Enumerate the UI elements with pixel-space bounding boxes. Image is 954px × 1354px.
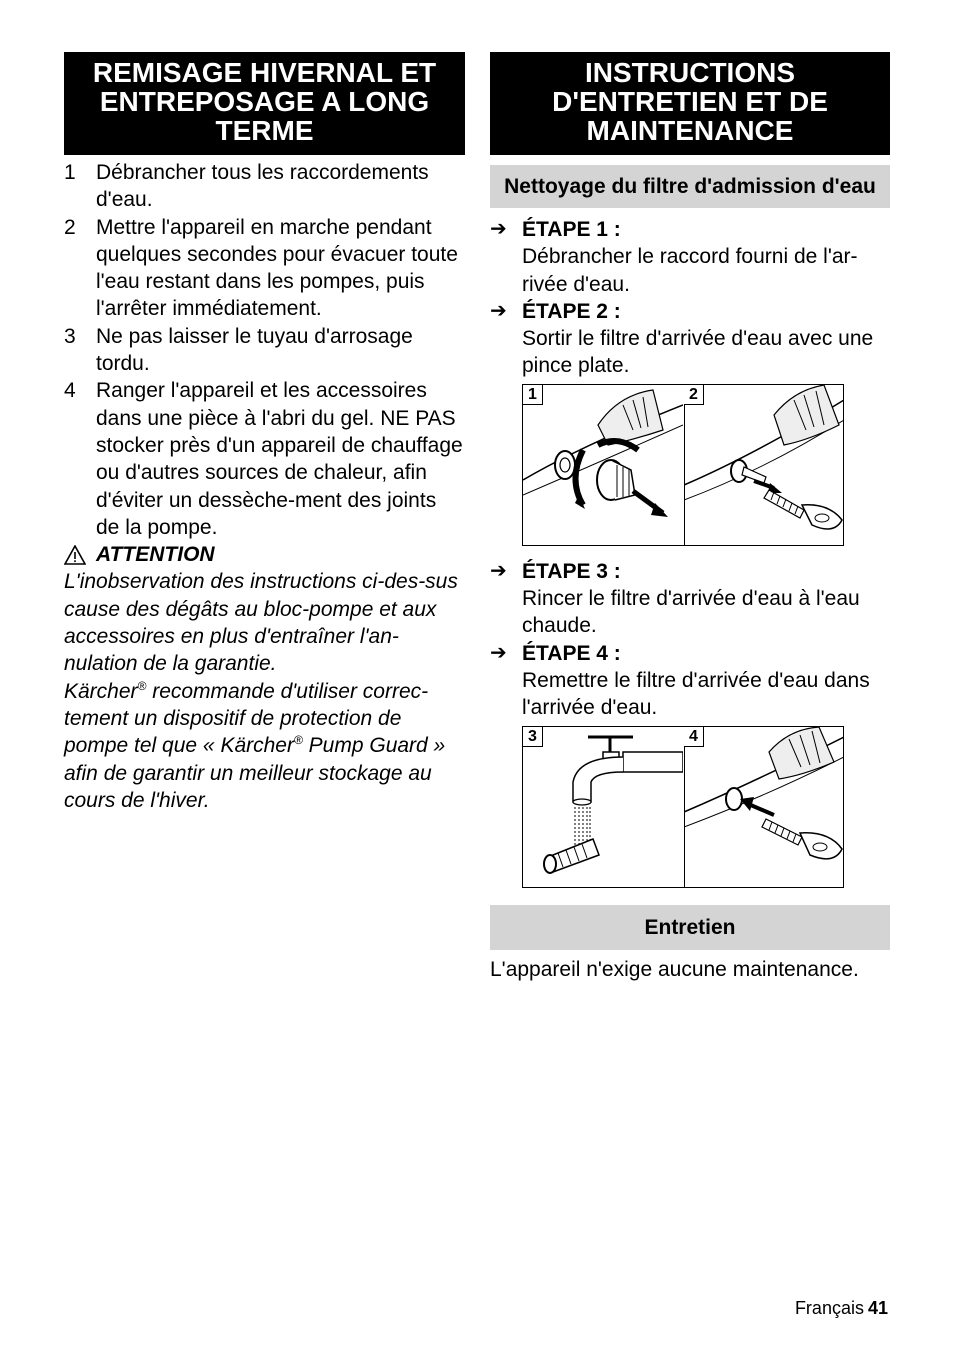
maintenance-header: INSTRUCTIONS D'ENTRETIEN ET DE MAINTENANCE: [490, 52, 890, 155]
arrow-right-icon: ➔: [490, 218, 507, 240]
filter-cleaning-subheader: Nettoyage du filtre d'admission d'eau: [490, 165, 890, 208]
rinse-filter-illustration: [523, 727, 683, 887]
figure-steps-1-2: [522, 384, 844, 546]
reinsert-filter-illustration: [684, 727, 844, 887]
list-item: 1 Débrancher tous les raccordements d'eau.: [64, 161, 429, 212]
step-3: ➔ ÉTAPE 3 : Rincer le filtre d'arrivée d'eau à l'eau chaude.: [490, 559, 860, 638]
attention-title: ATTENTION: [64, 541, 465, 568]
list-item: 4 Ranger l'appareil et les accessoires dans une pièce à l'abri du gel. NE PAS stocker près d'un appareil de chauffage ou d'autres sources de chaleur, afin d'éviter un dessèche-ment des joints de la pompe.: [64, 379, 463, 539]
step-4: ➔ ÉTAPE 4 : Remettre le filtre d'arrivée d'eau dans l'arrivée d'eau.: [490, 641, 870, 720]
step-2: ➔ ÉTAPE 2 : Sortir le filtre d'arrivée d'eau avec une pince plate.: [490, 299, 874, 378]
right-column: [490, 52, 890, 983]
storage-steps-list: [64, 159, 465, 541]
maintenance-text: L'appareil n'exige aucune maintenance.: [490, 957, 859, 981]
arrow-right-icon: ➔: [490, 641, 507, 664]
page-number: 41: [867, 1298, 888, 1318]
figure-steps-3-4: [522, 726, 844, 888]
figure-label-1: 1: [523, 385, 543, 405]
footer-language: Français: [794, 1298, 864, 1318]
unscrew-connector-illustration: [523, 385, 683, 545]
arrow-right-icon: ➔: [490, 299, 507, 322]
remove-filter-illustration: [684, 385, 844, 545]
left-column: [64, 52, 465, 814]
figure-label-2: 2: [684, 385, 704, 405]
page-footer: [795, 1297, 888, 1319]
recommendation-text: Kärcher® recommande d'utiliser correc-tement un dispositif de protection de pompe tel que « Kärcher® Pump Guard » afin de garantir un meilleur stockage au cours de l'hiver.: [64, 678, 446, 812]
step-1: ➔ ÉTAPE 1 : Débrancher le raccord fourni de l'ar-rivée d'eau.: [490, 218, 858, 296]
list-item: 2 Mettre l'appareil en marche pendant quelques secondes pour évacuer toute l'eau restant dans les pompes, puis l'arrêter immédiatement.: [64, 215, 458, 321]
winter-storage-header: REMISAGE HIVERNAL ET ENTREPOSAGE A LONG TERME: [64, 52, 465, 155]
figure-label-4: 4: [684, 727, 704, 747]
attention-text: L'inobservation des instructions ci-des-sus cause des dégâts au bloc-pompe et aux accessoires en plus d'entraîner l'an-nulation de la garantie.: [64, 570, 458, 676]
list-item: 3 Ne pas laisser le tuyau d'arrosage tordu.: [64, 324, 413, 376]
figure-label-3: 3: [523, 727, 543, 747]
maintenance-subheader: Entretien: [490, 905, 890, 950]
warning-triangle-icon: [64, 545, 86, 565]
arrow-right-icon: ➔: [490, 559, 507, 582]
